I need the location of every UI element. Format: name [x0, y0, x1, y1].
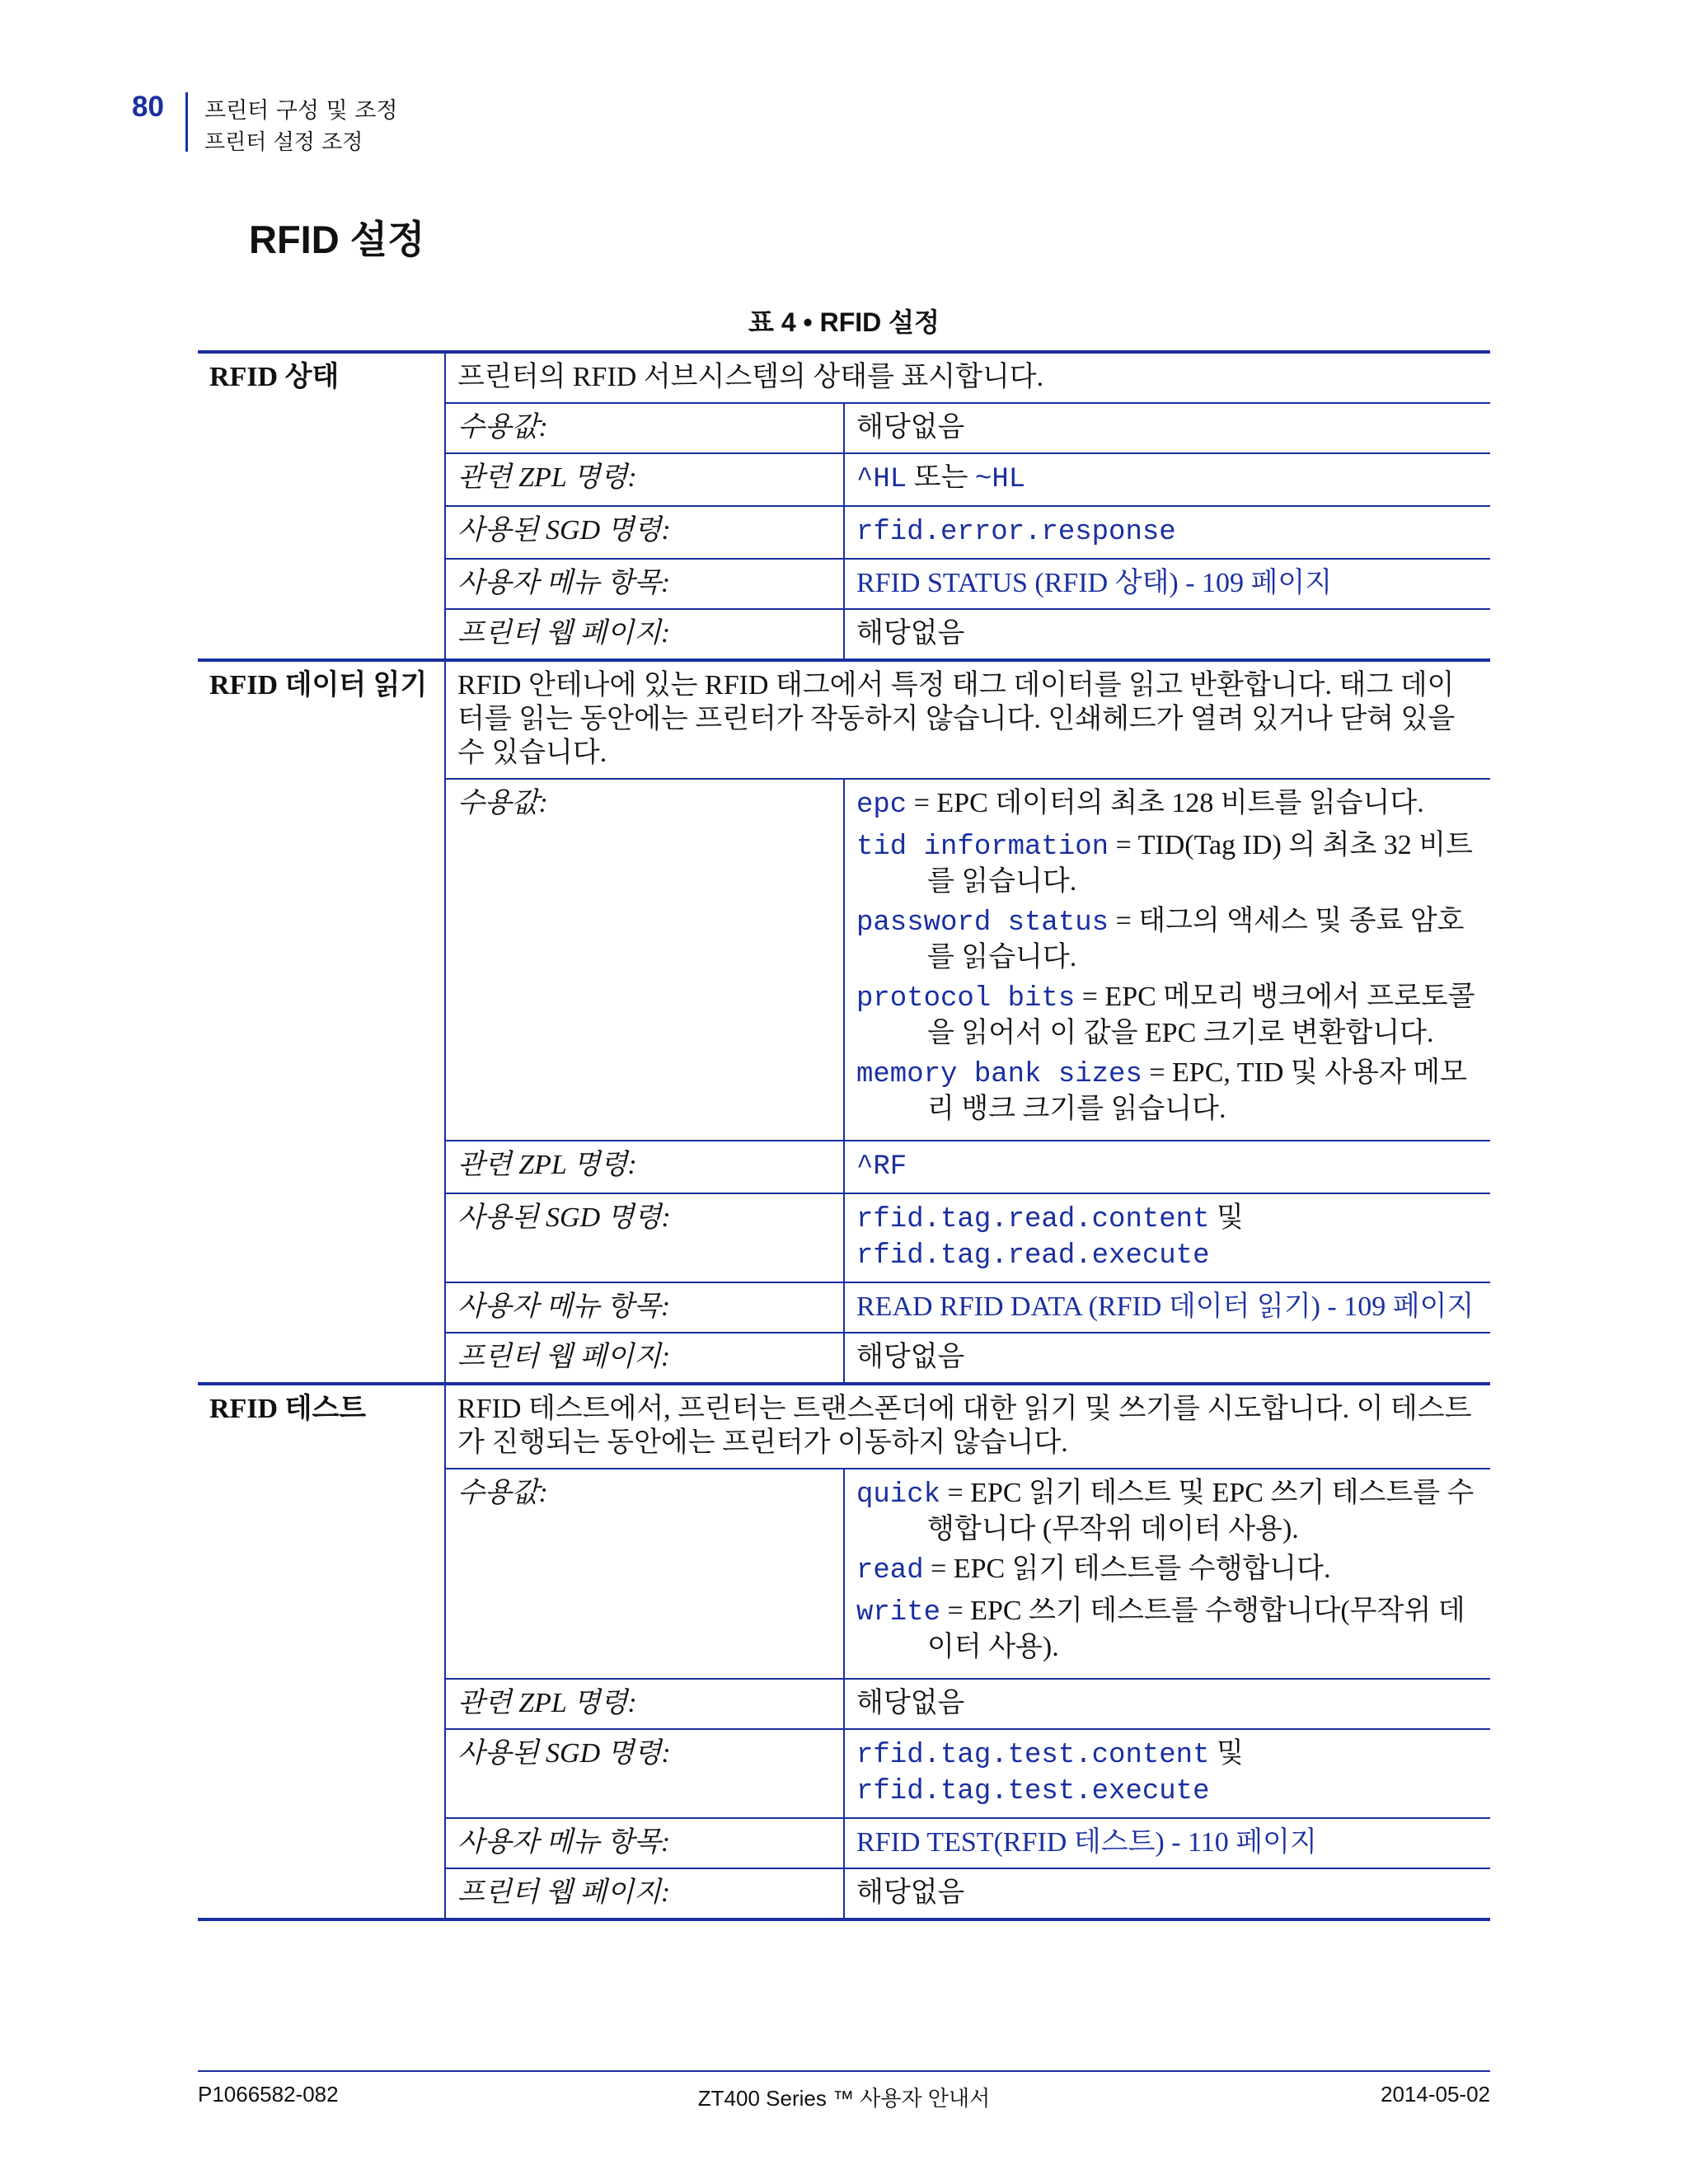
section-subtitle: 프린터 설정 조정 [204, 130, 363, 155]
row-label: 관련 ZPL 명령: [445, 1141, 844, 1193]
setting-name: RFID 데이터 읽기 [198, 660, 445, 1384]
value-item [856, 980, 1480, 1050]
sgd-command [844, 1193, 1490, 1282]
zpl-code: ^HL [856, 464, 907, 495]
value-code: quick [856, 1479, 941, 1511]
menu-item-cell [844, 559, 1490, 609]
table-row [198, 352, 1490, 403]
value-text: = EPC 데이터의 최초 128 비트를 읽습니다. [907, 788, 1424, 818]
zpl-command [844, 1141, 1490, 1193]
zpl-conjunction: 또는 [907, 462, 975, 493]
zpl-command [844, 453, 1490, 506]
sgd-code: rfid.tag.read.content [856, 1204, 1210, 1235]
value-code: password status [856, 907, 1109, 939]
menu-item-cell [844, 1282, 1490, 1333]
row-label: 수용값: [445, 1469, 844, 1679]
zpl-command: 해당없음 [844, 1679, 1490, 1729]
row-label: 사용자 메뉴 항목: [445, 1282, 844, 1333]
sgd-command [844, 1729, 1490, 1818]
sgd-code: rfid.tag.read.execute [856, 1240, 1210, 1272]
row-label: 사용된 SGD 명령: [445, 506, 844, 559]
accepted-value: 해당없음 [844, 403, 1490, 453]
value-code: write [856, 1597, 941, 1629]
menu-item-cell [844, 1818, 1490, 1868]
row-label: 관련 ZPL 명령: [445, 1679, 844, 1729]
footer-divider [198, 2070, 1490, 2072]
menu-item-link[interactable]: READ RFID DATA (RFID 데이터 읽기) - 109 페이지 [856, 1291, 1475, 1322]
setting-description: RFID 안테나에 있는 RFID 태그에서 특정 태그 데이터를 읽고 반환합니다. 태그 데이터를 읽는 동안에는 프린터가 작동하지 않습니다. 인쇄헤드가 열려 있거나 닫혀 있을 수 있습니다. [445, 660, 1490, 779]
section-title: RFID 설정 [249, 218, 425, 261]
value-item [856, 828, 1480, 898]
value-text: = EPC, TID 및 사용자 메모리 뱅크 크기를 읽습니다. [927, 1057, 1467, 1124]
value-code: protocol bits [856, 983, 1076, 1015]
value-text: = 태그의 액세스 및 종료 암호를 읽습니다. [927, 906, 1465, 972]
value-item [856, 1552, 1480, 1588]
header-divider [185, 92, 188, 152]
value-item [856, 1056, 1480, 1126]
value-text: = EPC 읽기 테스트 및 EPC 쓰기 테스트를 수행합니다 (무작위 데이터 사용). [927, 1478, 1475, 1544]
accepted-values [844, 779, 1490, 1141]
table-row [198, 1384, 1490, 1469]
value-text: = TID(Tag ID) 의 최초 32 비트를 읽습니다. [927, 830, 1473, 897]
value-text: = EPC 읽기 테스트를 수행합니다. [923, 1554, 1331, 1584]
web-page-value: 해당없음 [844, 609, 1490, 660]
sgd-code: rfid.tag.test.content [856, 1740, 1210, 1771]
value-code: memory bank sizes [856, 1059, 1142, 1090]
setting-name: RFID 상태 [198, 352, 445, 660]
value-item [856, 1476, 1480, 1546]
web-page-value: 해당없음 [844, 1868, 1490, 1919]
row-label: 수용값: [445, 403, 844, 453]
accepted-values [844, 1469, 1490, 1679]
table-row [198, 660, 1490, 779]
row-label: 사용된 SGD 명령: [445, 1193, 844, 1282]
page-number: 80 [132, 91, 164, 123]
value-code: epc [856, 790, 907, 821]
sgd-code: rfid.error.response [856, 517, 1176, 548]
value-text: = EPC 쓰기 테스트를 수행합니다(무작위 데이터 사용). [927, 1596, 1465, 1662]
setting-description: RFID 테스트에서, 프린터는 트랜스폰더에 대한 읽기 및 쓰기를 시도합니다. 이 테스트가 진행되는 동안에는 프린터가 이동하지 않습니다. [445, 1384, 1490, 1469]
menu-item-link[interactable]: RFID TEST(RFID 테스트) - 110 페이지 [856, 1827, 1317, 1858]
value-item [856, 904, 1480, 974]
row-label: 관련 ZPL 명령: [445, 453, 844, 506]
value-item [856, 1594, 1480, 1664]
row-label: 수용값: [445, 779, 844, 1141]
row-label: 프린터 웹 페이지: [445, 609, 844, 660]
setting-name: RFID 테스트 [198, 1384, 445, 1919]
value-code: tid information [856, 832, 1109, 863]
web-page-value: 해당없음 [844, 1333, 1490, 1384]
manual-title: ZT400 Series ™ 사용자 안내서 [697, 2086, 991, 2111]
zpl-code: ^RF [856, 1151, 907, 1183]
publication-date: 2014-05-02 [1381, 2082, 1490, 2107]
chapter-title: 프린터 구성 및 조정 [204, 98, 398, 124]
setting-description: 프린터의 RFID 서브시스템의 상태를 표시합니다. [445, 352, 1490, 403]
rfid-settings-table [198, 350, 1490, 1921]
row-label: 프린터 웹 페이지: [445, 1333, 844, 1384]
row-label: 사용된 SGD 명령: [445, 1729, 844, 1818]
row-label: 사용자 메뉴 항목: [445, 1818, 844, 1868]
value-code: read [856, 1555, 924, 1586]
row-label: 프린터 웹 페이지: [445, 1868, 844, 1919]
sgd-conjunction: 및 [1209, 1738, 1244, 1769]
sgd-conjunction: 및 [1209, 1202, 1244, 1233]
zpl-code: ~HL [974, 464, 1026, 495]
value-text: = EPC 메모리 뱅크에서 프로토콜을 읽어서 이 값을 EPC 크기로 변환합니다. [927, 982, 1475, 1048]
menu-item-link[interactable]: RFID STATUS (RFID 상태) - 109 페이지 [856, 568, 1333, 598]
table-caption: 표 4 • RFID 설정 [748, 307, 940, 337]
row-label: 사용자 메뉴 항목: [445, 559, 844, 609]
sgd-code: rfid.tag.test.execute [856, 1776, 1210, 1807]
sgd-command [844, 506, 1490, 559]
value-item [856, 786, 1480, 823]
document-number: P1066582-082 [198, 2082, 339, 2107]
